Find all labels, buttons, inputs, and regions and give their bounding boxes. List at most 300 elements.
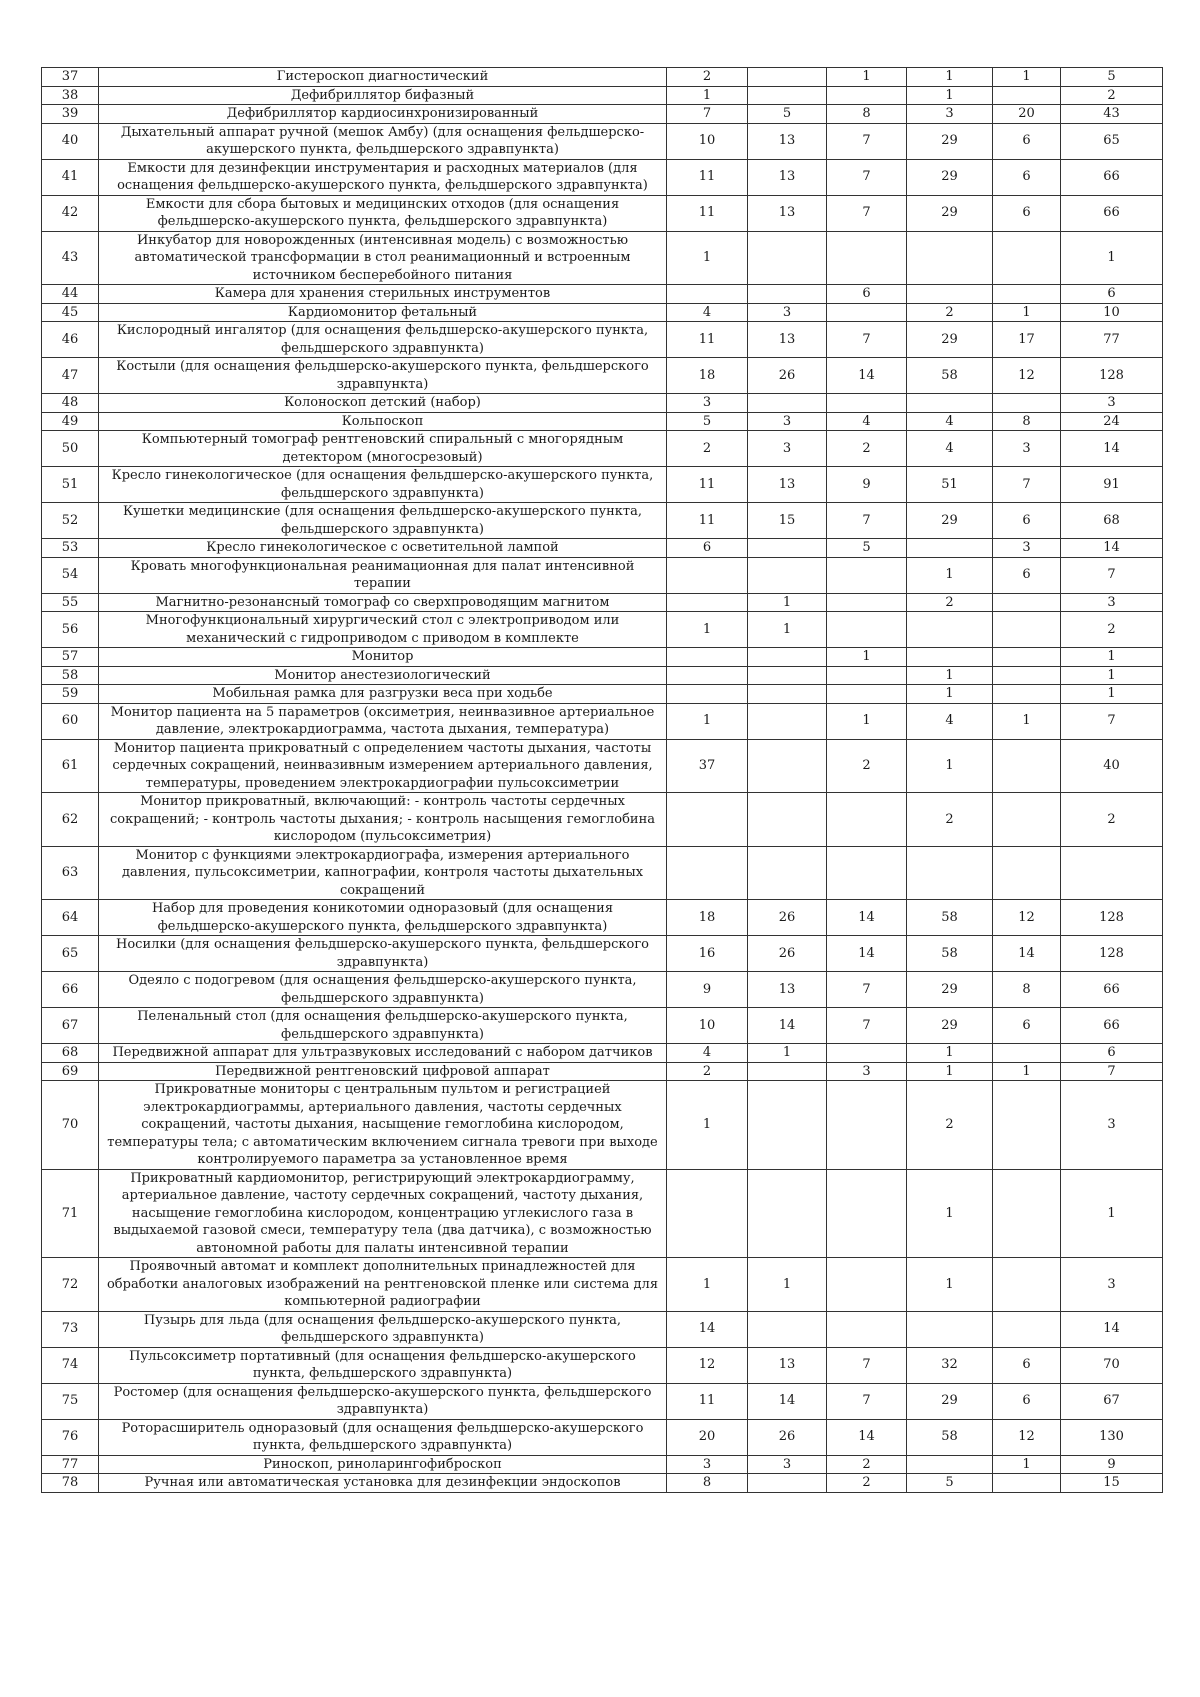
quantity-cell: 1 [993, 1062, 1061, 1081]
row-number: 78 [42, 1474, 99, 1493]
quantity-cell [667, 666, 748, 685]
equipment-name: Костыли (для оснащения фельдшерско-акушерского пункта, фельдшерского здравпункта) [99, 358, 667, 394]
quantity-cell: 1 [827, 703, 907, 739]
quantity-cell: 32 [907, 1347, 993, 1383]
equipment-name: Кушетки медицинские (для оснащения фельдшерско-акушерского пункта, фельдшерского здравпункта) [99, 503, 667, 539]
row-number: 77 [42, 1455, 99, 1474]
quantity-cell: 14 [993, 936, 1061, 972]
equipment-name: Кресло гинекологическое с осветительной лампой [99, 539, 667, 558]
equipment-name: Гистероскоп диагностический [99, 68, 667, 87]
total-cell: 40 [1061, 739, 1163, 793]
quantity-cell: 4 [667, 1044, 748, 1063]
quantity-cell: 7 [827, 322, 907, 358]
quantity-cell: 1 [907, 1258, 993, 1312]
quantity-cell [993, 1169, 1061, 1258]
row-number: 54 [42, 557, 99, 593]
total-cell: 5 [1061, 68, 1163, 87]
quantity-cell [993, 1081, 1061, 1170]
row-number: 60 [42, 703, 99, 739]
quantity-cell: 1 [667, 86, 748, 105]
quantity-cell: 6 [993, 557, 1061, 593]
table-row [42, 322, 1163, 358]
quantity-cell [993, 285, 1061, 304]
table-row [42, 972, 1163, 1008]
row-number: 51 [42, 467, 99, 503]
quantity-cell: 6 [993, 123, 1061, 159]
table-row [42, 431, 1163, 467]
quantity-cell: 1 [748, 1044, 827, 1063]
equipment-name: Одеяло с подогревом (для оснащения фельдшерско-акушерского пункта, фельдшерского здравпункта) [99, 972, 667, 1008]
quantity-cell: 7 [993, 467, 1061, 503]
quantity-cell [993, 394, 1061, 413]
total-cell: 130 [1061, 1419, 1163, 1455]
quantity-cell: 1 [827, 648, 907, 667]
quantity-cell: 4 [667, 303, 748, 322]
quantity-cell: 14 [827, 900, 907, 936]
quantity-cell: 1 [907, 1169, 993, 1258]
equipment-name: Роторасширитель одноразовый (для оснащения фельдшерско-акушерского пункта, фельдшерского здравпункта) [99, 1419, 667, 1455]
quantity-cell [827, 1169, 907, 1258]
quantity-cell [667, 593, 748, 612]
quantity-cell: 11 [667, 1383, 748, 1419]
quantity-cell: 3 [667, 1455, 748, 1474]
quantity-cell [993, 793, 1061, 847]
quantity-cell [667, 557, 748, 593]
quantity-cell [748, 1474, 827, 1493]
quantity-cell [748, 68, 827, 87]
quantity-cell: 13 [748, 322, 827, 358]
quantity-cell: 1 [993, 703, 1061, 739]
row-number: 58 [42, 666, 99, 685]
total-cell: 128 [1061, 900, 1163, 936]
total-cell: 1 [1061, 685, 1163, 704]
total-cell: 66 [1061, 195, 1163, 231]
quantity-cell: 15 [748, 503, 827, 539]
total-cell: 7 [1061, 557, 1163, 593]
quantity-cell: 8 [667, 1474, 748, 1493]
quantity-cell: 3 [748, 303, 827, 322]
equipment-name: Риноскоп, риноларингофиброскоп [99, 1455, 667, 1474]
quantity-cell [827, 557, 907, 593]
total-cell: 14 [1061, 1311, 1163, 1347]
quantity-cell: 3 [993, 431, 1061, 467]
quantity-cell: 1 [667, 231, 748, 285]
quantity-cell: 10 [667, 123, 748, 159]
total-cell: 3 [1061, 394, 1163, 413]
row-number: 53 [42, 539, 99, 558]
quantity-cell [993, 231, 1061, 285]
quantity-cell: 1 [748, 612, 827, 648]
total-cell: 7 [1061, 703, 1163, 739]
table-row [42, 394, 1163, 413]
quantity-cell: 1 [993, 303, 1061, 322]
quantity-cell: 13 [748, 123, 827, 159]
quantity-cell: 2 [667, 68, 748, 87]
total-cell: 2 [1061, 612, 1163, 648]
total-cell: 128 [1061, 936, 1163, 972]
row-number: 57 [42, 648, 99, 667]
row-number: 39 [42, 105, 99, 124]
quantity-cell [667, 1169, 748, 1258]
equipment-name: Передвижной рентгеновский цифровой аппарат [99, 1062, 667, 1081]
equipment-name: Прикроватный кардиомонитор, регистрирующий электрокардиограмму, артериальное давление, частоту сердечных сокращений, частоту дыхания, насыщение гемоглобина кислородом, концентрацию углекислого газа в выдыхаемой газовой смеси, температуру тела (два датчика), с возможностью автономной работы для палаты интенсивной терапии [99, 1169, 667, 1258]
equipment-name: Носилки (для оснащения фельдшерско-акушерского пункта, фельдшерского здравпункта) [99, 936, 667, 972]
quantity-cell: 5 [907, 1474, 993, 1493]
row-number: 52 [42, 503, 99, 539]
quantity-cell: 3 [748, 412, 827, 431]
quantity-cell: 3 [827, 1062, 907, 1081]
quantity-cell: 1 [907, 68, 993, 87]
table-row [42, 1455, 1163, 1474]
quantity-cell: 13 [748, 1347, 827, 1383]
quantity-cell: 5 [667, 412, 748, 431]
quantity-cell: 6 [993, 1383, 1061, 1419]
equipment-name: Монитор [99, 648, 667, 667]
total-cell: 3 [1061, 593, 1163, 612]
quantity-cell [993, 685, 1061, 704]
quantity-cell [667, 648, 748, 667]
quantity-cell: 20 [667, 1419, 748, 1455]
equipment-name: Компьютерный томограф рентгеновский спиральный с многорядным детектором (многосрезовый) [99, 431, 667, 467]
total-cell [1061, 846, 1163, 900]
quantity-cell: 4 [907, 703, 993, 739]
row-number: 63 [42, 846, 99, 900]
quantity-cell [748, 1081, 827, 1170]
quantity-cell: 9 [667, 972, 748, 1008]
quantity-cell: 2 [907, 793, 993, 847]
row-number: 62 [42, 793, 99, 847]
quantity-cell: 12 [993, 1419, 1061, 1455]
equipment-name: Колоноскоп детский (набор) [99, 394, 667, 413]
quantity-cell: 20 [993, 105, 1061, 124]
table-row [42, 936, 1163, 972]
row-number: 44 [42, 285, 99, 304]
quantity-cell: 7 [827, 1008, 907, 1044]
quantity-cell [748, 685, 827, 704]
equipment-name: Дыхательный аппарат ручной (мешок Амбу) (для оснащения фельдшерско-акушерского пункта, фельдшерского здравпункта) [99, 123, 667, 159]
quantity-cell [993, 666, 1061, 685]
table-row [42, 703, 1163, 739]
quantity-cell: 12 [667, 1347, 748, 1383]
quantity-cell: 18 [667, 358, 748, 394]
row-number: 50 [42, 431, 99, 467]
quantity-cell: 10 [667, 1008, 748, 1044]
quantity-cell [827, 593, 907, 612]
row-number: 47 [42, 358, 99, 394]
total-cell: 7 [1061, 1062, 1163, 1081]
table-row [42, 68, 1163, 87]
equipment-table [41, 67, 1163, 1493]
quantity-cell: 1 [667, 1258, 748, 1312]
table-row [42, 1347, 1163, 1383]
equipment-name: Магнитно-резонансный томограф со сверхпроводящим магнитом [99, 593, 667, 612]
quantity-cell: 1 [907, 86, 993, 105]
table-row [42, 539, 1163, 558]
quantity-cell: 2 [667, 431, 748, 467]
quantity-cell [827, 793, 907, 847]
table-row [42, 1474, 1163, 1493]
quantity-cell: 1 [667, 703, 748, 739]
table-row [42, 285, 1163, 304]
table-row [42, 123, 1163, 159]
table-row [42, 195, 1163, 231]
row-number: 42 [42, 195, 99, 231]
table-row [42, 1044, 1163, 1063]
equipment-name: Монитор пациента прикроватный с определением частоты дыхания, частоты сердечных сокращений, неинвазивным измерением артериального давления, температуры, проведением электрокардиографии пульсоксиметрии [99, 739, 667, 793]
equipment-name: Кровать многофункциональная реанимационная для палат интенсивной терапии [99, 557, 667, 593]
total-cell: 68 [1061, 503, 1163, 539]
equipment-name: Кресло гинекологическое (для оснащения фельдшерско-акушерского пункта, фельдшерского здравпункта) [99, 467, 667, 503]
total-cell: 65 [1061, 123, 1163, 159]
equipment-name: Пульсоксиметр портативный (для оснащения фельдшерско-акушерского пункта, фельдшерского здравпункта) [99, 1347, 667, 1383]
total-cell: 3 [1061, 1081, 1163, 1170]
quantity-cell: 29 [907, 195, 993, 231]
quantity-cell: 37 [667, 739, 748, 793]
quantity-cell [748, 539, 827, 558]
row-number: 59 [42, 685, 99, 704]
row-number: 56 [42, 612, 99, 648]
quantity-cell: 2 [827, 1455, 907, 1474]
quantity-cell: 14 [827, 936, 907, 972]
equipment-name: Пузырь для льда (для оснащения фельдшерско-акушерского пункта, фельдшерского здравпункта) [99, 1311, 667, 1347]
row-number: 43 [42, 231, 99, 285]
quantity-cell: 26 [748, 358, 827, 394]
equipment-name: Многофункциональный хирургический стол с электроприводом или механический с гидроприводом с приводом в комплекте [99, 612, 667, 648]
quantity-cell: 2 [827, 739, 907, 793]
quantity-cell: 2 [907, 1081, 993, 1170]
equipment-name: Кардиомонитор фетальный [99, 303, 667, 322]
table-row [42, 1081, 1163, 1170]
quantity-cell: 17 [993, 322, 1061, 358]
table-row [42, 1383, 1163, 1419]
quantity-cell: 7 [827, 159, 907, 195]
table-row [42, 231, 1163, 285]
quantity-cell: 26 [748, 1419, 827, 1455]
quantity-cell: 3 [667, 394, 748, 413]
quantity-cell: 29 [907, 1008, 993, 1044]
total-cell: 70 [1061, 1347, 1163, 1383]
equipment-name: Монитор анестезиологический [99, 666, 667, 685]
equipment-name: Емкости для сбора бытовых и медицинских отходов (для оснащения фельдшерско-акушерского пункта, фельдшерского здравпункта) [99, 195, 667, 231]
total-cell: 91 [1061, 467, 1163, 503]
equipment-name: Дефибриллятор бифазный [99, 86, 667, 105]
quantity-cell: 26 [748, 936, 827, 972]
table-row [42, 412, 1163, 431]
total-cell: 66 [1061, 972, 1163, 1008]
total-cell: 77 [1061, 322, 1163, 358]
row-number: 48 [42, 394, 99, 413]
quantity-cell: 13 [748, 972, 827, 1008]
quantity-cell [667, 793, 748, 847]
quantity-cell: 14 [667, 1311, 748, 1347]
quantity-cell [827, 666, 907, 685]
table-row [42, 1062, 1163, 1081]
quantity-cell [748, 846, 827, 900]
table-row [42, 159, 1163, 195]
equipment-name: Прикроватные мониторы с центральным пультом и регистрацией электрокардиограммы, артериального давления, частоты сердечных сокращений, частоты дыхания, насыщение гемоглобина кислородом, температуры тела; с автоматическим включением сигнала тревоги при выходе контролируемого параметра за установленное время [99, 1081, 667, 1170]
quantity-cell: 7 [827, 195, 907, 231]
quantity-cell: 1 [748, 593, 827, 612]
quantity-cell [993, 1258, 1061, 1312]
total-cell: 2 [1061, 86, 1163, 105]
total-cell: 2 [1061, 793, 1163, 847]
quantity-cell: 8 [993, 412, 1061, 431]
quantity-cell: 7 [827, 1383, 907, 1419]
quantity-cell: 3 [748, 431, 827, 467]
quantity-cell [667, 846, 748, 900]
quantity-cell: 29 [907, 972, 993, 1008]
total-cell: 6 [1061, 1044, 1163, 1063]
quantity-cell [907, 231, 993, 285]
quantity-cell [827, 1044, 907, 1063]
quantity-cell [907, 648, 993, 667]
quantity-cell: 11 [667, 503, 748, 539]
quantity-cell [748, 793, 827, 847]
table-row [42, 793, 1163, 847]
table-row [42, 846, 1163, 900]
quantity-cell: 58 [907, 358, 993, 394]
quantity-cell: 26 [748, 900, 827, 936]
table-row [42, 503, 1163, 539]
quantity-cell [993, 739, 1061, 793]
row-number: 40 [42, 123, 99, 159]
table-row [42, 648, 1163, 667]
equipment-name: Набор для проведения коникотомии одноразовый (для оснащения фельдшерско-акушерского пункта, фельдшерского здравпункта) [99, 900, 667, 936]
quantity-cell [993, 86, 1061, 105]
table-row [42, 1258, 1163, 1312]
quantity-cell [748, 1062, 827, 1081]
quantity-cell: 2 [907, 593, 993, 612]
quantity-cell [993, 1474, 1061, 1493]
row-number: 68 [42, 1044, 99, 1063]
quantity-cell: 14 [827, 358, 907, 394]
total-cell: 43 [1061, 105, 1163, 124]
quantity-cell [993, 593, 1061, 612]
table-row [42, 1169, 1163, 1258]
row-number: 73 [42, 1311, 99, 1347]
quantity-cell [907, 1311, 993, 1347]
quantity-cell: 11 [667, 195, 748, 231]
quantity-cell: 3 [748, 1455, 827, 1474]
table-row [42, 86, 1163, 105]
quantity-cell: 29 [907, 322, 993, 358]
row-number: 76 [42, 1419, 99, 1455]
equipment-name: Монитор прикроватный, включающий: - контроль частоты сердечных сокращений; - контроль частоты дыхания; - контроль насыщения гемоглобина кислородом (пульсоксиметрия) [99, 793, 667, 847]
quantity-cell: 6 [667, 539, 748, 558]
table-row [42, 1008, 1163, 1044]
total-cell: 1 [1061, 1169, 1163, 1258]
row-number: 74 [42, 1347, 99, 1383]
quantity-cell: 2 [827, 1474, 907, 1493]
quantity-cell [748, 666, 827, 685]
quantity-cell: 7 [827, 972, 907, 1008]
equipment-name: Пеленальный стол (для оснащения фельдшерско-акушерского пункта, фельдшерского здравпункта) [99, 1008, 667, 1044]
quantity-cell [907, 846, 993, 900]
quantity-cell: 7 [827, 123, 907, 159]
quantity-cell: 11 [667, 467, 748, 503]
quantity-cell: 1 [907, 1044, 993, 1063]
quantity-cell: 3 [907, 105, 993, 124]
total-cell: 1 [1061, 648, 1163, 667]
quantity-cell: 29 [907, 159, 993, 195]
equipment-table-body [42, 68, 1163, 1493]
quantity-cell [827, 1311, 907, 1347]
row-number: 41 [42, 159, 99, 195]
quantity-cell: 7 [827, 1347, 907, 1383]
equipment-name: Инкубатор для новорожденных (интенсивная модель) с возможностью автоматической трансформации в стол реанимационный и встроенным источником бесперебойного питания [99, 231, 667, 285]
quantity-cell: 1 [667, 612, 748, 648]
row-number: 55 [42, 593, 99, 612]
quantity-cell [827, 612, 907, 648]
quantity-cell [748, 648, 827, 667]
total-cell: 10 [1061, 303, 1163, 322]
quantity-cell: 7 [667, 105, 748, 124]
quantity-cell [907, 394, 993, 413]
total-cell: 1 [1061, 231, 1163, 285]
quantity-cell: 1 [667, 1081, 748, 1170]
quantity-cell: 14 [748, 1383, 827, 1419]
total-cell: 3 [1061, 1258, 1163, 1312]
quantity-cell: 13 [748, 159, 827, 195]
row-number: 70 [42, 1081, 99, 1170]
quantity-cell: 6 [993, 1008, 1061, 1044]
quantity-cell [748, 285, 827, 304]
total-cell: 24 [1061, 412, 1163, 431]
quantity-cell: 2 [827, 431, 907, 467]
total-cell: 66 [1061, 159, 1163, 195]
row-number: 65 [42, 936, 99, 972]
quantity-cell: 11 [667, 322, 748, 358]
quantity-cell [827, 231, 907, 285]
quantity-cell: 13 [748, 195, 827, 231]
quantity-cell: 1 [827, 68, 907, 87]
row-number: 45 [42, 303, 99, 322]
row-number: 46 [42, 322, 99, 358]
quantity-cell: 1 [907, 1062, 993, 1081]
total-cell: 66 [1061, 1008, 1163, 1044]
quantity-cell: 18 [667, 900, 748, 936]
total-cell: 128 [1061, 358, 1163, 394]
quantity-cell: 6 [993, 195, 1061, 231]
table-row [42, 612, 1163, 648]
table-row [42, 105, 1163, 124]
quantity-cell: 1 [907, 557, 993, 593]
quantity-cell: 1 [907, 666, 993, 685]
quantity-cell [667, 285, 748, 304]
equipment-name: Дефибриллятор кардиосинхронизированный [99, 105, 667, 124]
quantity-cell [667, 685, 748, 704]
quantity-cell [748, 231, 827, 285]
quantity-cell: 1 [993, 68, 1061, 87]
quantity-cell: 14 [827, 1419, 907, 1455]
quantity-cell [993, 846, 1061, 900]
quantity-cell: 5 [827, 539, 907, 558]
equipment-name: Передвижной аппарат для ультразвуковых исследований с набором датчиков [99, 1044, 667, 1063]
quantity-cell: 4 [907, 431, 993, 467]
equipment-name: Емкости для дезинфекции инструментария и расходных материалов (для оснащения фельдшерско-акушерского пункта, фельдшерского здравпункта) [99, 159, 667, 195]
quantity-cell [748, 557, 827, 593]
equipment-name: Кольпоскоп [99, 412, 667, 431]
quantity-cell: 29 [907, 1383, 993, 1419]
quantity-cell [748, 1311, 827, 1347]
table-row [42, 557, 1163, 593]
table-row [42, 666, 1163, 685]
quantity-cell [748, 739, 827, 793]
quantity-cell [748, 703, 827, 739]
total-cell: 67 [1061, 1383, 1163, 1419]
table-row [42, 900, 1163, 936]
quantity-cell: 12 [993, 358, 1061, 394]
